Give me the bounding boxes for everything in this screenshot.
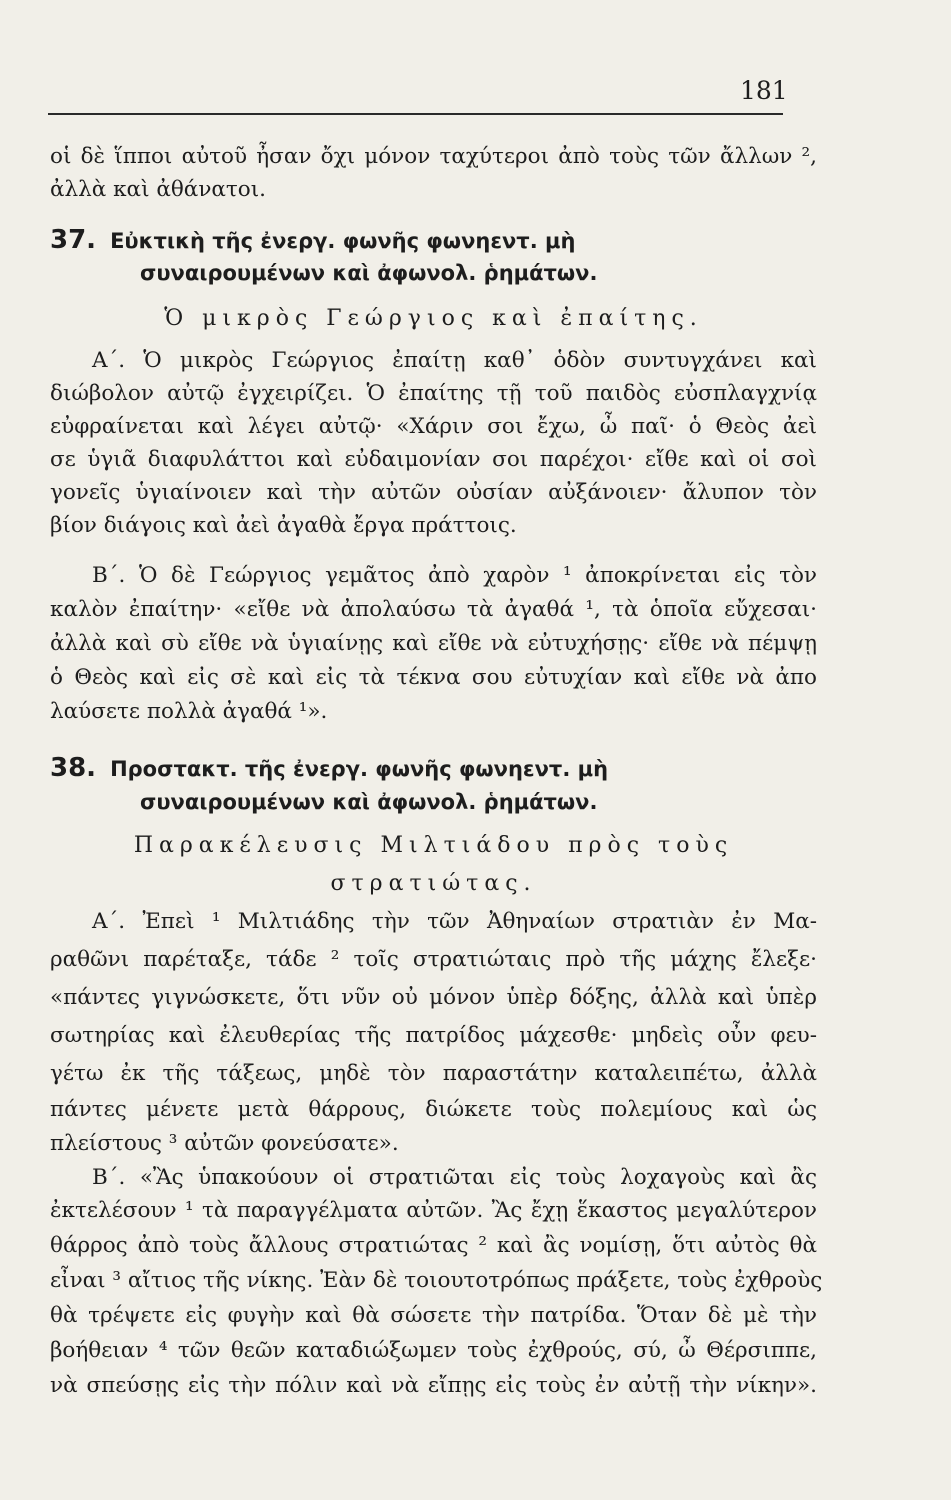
paragraph-line: πλείστους ³ αὐτῶν φονεύσατε». (50, 1131, 399, 1156)
text-line: ἀλλὰ καὶ ἀθάνατοι. (50, 177, 267, 202)
paragraph-line: Β΄. «Ἂς ὑπακούουν οἱ στρατιῶται εἰς τοὺς λοχαγοὺς καὶ ἂς (92, 1165, 817, 1190)
section-38-heading-line1: Προστακτ. τῆς ἐνεργ. φωνῆς φωνηεντ. μὴ (110, 757, 609, 781)
paragraph-line: ἐκτελέσουν ¹ τὰ παραγγέλματα αὐτῶν. Ἂς ἔχῃ ἕκαστος μεγαλύτερον (50, 1198, 817, 1223)
section-38-subtitle: Παρακέλευσις Μιλτιάδου πρὸς τοὺς (133, 833, 734, 858)
page-number: 181 (740, 76, 788, 105)
paragraph-line: σε ὑγιᾶ διαφυλάττοι καὶ εὐδαιμονίαν σοι παρέχοι· εἴθε καὶ οἱ σοὶ (50, 447, 817, 472)
paragraph-line: γονεῖς ὑγιαίνοιεν καὶ τὴν αὐτῶν οὐσίαν αὐξάνοιεν· ἄλυπον τὸν (50, 480, 817, 505)
paragraph-line: βοήθειαν ⁴ τῶν θεῶν καταδιώξωμεν τοὺς ἐχθρούς, σύ, ὦ Θέρσιππε, (50, 1338, 817, 1363)
paragraph-line: Α΄. Ἐπεὶ ¹ Μιλτιάδης τὴν τῶν Ἀθηναίων στρατιὰν ἐν Μα- (92, 909, 817, 934)
paragraph-line: εἶναι ³ αἴτιος τῆς νίκης. Ἐὰν δὲ τοιουτοτρόπως πράξετε, τοὺς ἐχθροὺς (50, 1268, 823, 1293)
header-rule (48, 113, 783, 115)
paragraph-line: καλὸν ἐπαίτην· «εἴθε νὰ ἀπολαύσω τὰ ἀγαθά ¹, τὰ ὁποῖα εὔχεσαι· (50, 597, 817, 622)
section-37-subtitle: Ὁ μικρὸς Γεώργιος καὶ ἐπαίτης. (164, 306, 703, 331)
section-37-number: 37. (50, 225, 97, 255)
paragraph-line: ραθῶνι παρέταξε, τάδε ² τοῖς στρατιώταις πρὸ τῆς μάχης ἔλεξε· (50, 947, 817, 972)
section-38-heading-line2: συναιρουμένων καὶ ἀφωνολ. ῥημάτων. (140, 790, 598, 814)
paragraph-line: γέτω ἐκ τῆς τάξεως, μηδὲ τὸν παραστάτην καταλειπέτω, ἀλλὰ (50, 1061, 817, 1086)
paragraph-line: θάρρος ἀπὸ τοὺς ἄλλους στρατιώτας ² καὶ ἂς νομίσῃ, ὅτι αὐτὸς θὰ (50, 1233, 817, 1258)
paragraph-line: «πάντες γιγνώσκετε, ὅτι νῦν οὐ μόνον ὑπὲρ δόξης, ἀλλὰ καὶ ὑπὲρ (50, 985, 817, 1010)
paragraph-line: Β΄. Ὁ δὲ Γεώργιος γεμᾶτος ἀπὸ χαρὸν ¹ ἀποκρίνεται εἰς τὸν (92, 563, 817, 588)
text-line: οἱ δὲ ἵπποι αὐτοῦ ἦσαν ὄχι μόνον ταχύτεροι ἀπὸ τοὺς τῶν ἄλλων ², (50, 144, 817, 169)
paragraph-line: ὁ Θεὸς καὶ εἰς σὲ καὶ εἰς τὰ τέκνα σου εὐτυχίαν καὶ εἴθε νὰ ἀπο (50, 665, 817, 690)
paragraph-line: διώβολον αὐτῷ ἐγχειρίζει. Ὁ ἐπαίτης τῇ τοῦ παιδὸς εὐσπλαγχνίᾳ (50, 381, 817, 406)
paragraph-line: εὐφραίνεται καὶ λέγει αὐτῷ· «Χάριν σοι ἔχω, ὦ παῖ· ὁ Θεὸς ἀεὶ (50, 414, 817, 439)
paragraph-line: νὰ σπεύσῃς εἰς τὴν πόλιν καὶ νὰ εἴπῃς εἰς τοὺς ἐν αὐτῇ τὴν νίκην». (50, 1373, 817, 1398)
paragraph-line: πάντες μένετε μετὰ θάρρους, διώκετε τοὺς πολεμίους καὶ ὡς (50, 1097, 817, 1122)
paragraph-line: σωτηρίας καὶ ἐλευθερίας τῆς πατρίδος μάχεσθε· μηδεὶς οὖν φευ- (50, 1023, 817, 1048)
paragraph-line: λαύσετε πολλὰ ἀγαθά ¹». (50, 699, 328, 724)
section-37-heading-line1: Εὐκτικὴ τῆς ἐνεργ. φωνῆς φωνηεντ. μὴ (110, 229, 576, 253)
section-37-heading-line2: συναιρουμένων καὶ ἀφωνολ. ῥημάτων. (140, 261, 598, 285)
section-38-number: 38. (50, 753, 97, 783)
paragraph-line: ἀλλὰ καὶ σὺ εἴθε νὰ ὑγιαίνῃς καὶ εἴθε νὰ εὐτυχήσῃς· εἴθε νὰ πέμψῃ (50, 631, 817, 656)
paragraph-line: θὰ τρέψετε εἰς φυγὴν καὶ θὰ σώσετε τὴν πατρίδα. Ὅταν δὲ μὲ τὴν (50, 1303, 817, 1328)
section-38-heading (50, 754, 817, 783)
section-38-subtitle-cont: στρατιώτας. (330, 871, 537, 896)
paragraph-line: Α΄. Ὁ μικρὸς Γεώργιος ἐπαίτῃ καθ᾽ ὁδὸν συντυγχάνει καὶ (92, 348, 817, 373)
section-37-heading (50, 226, 817, 255)
paragraph-line: βίον διάγοις καὶ ἀεὶ ἀγαθὰ ἔργα πράττοις. (50, 513, 517, 538)
